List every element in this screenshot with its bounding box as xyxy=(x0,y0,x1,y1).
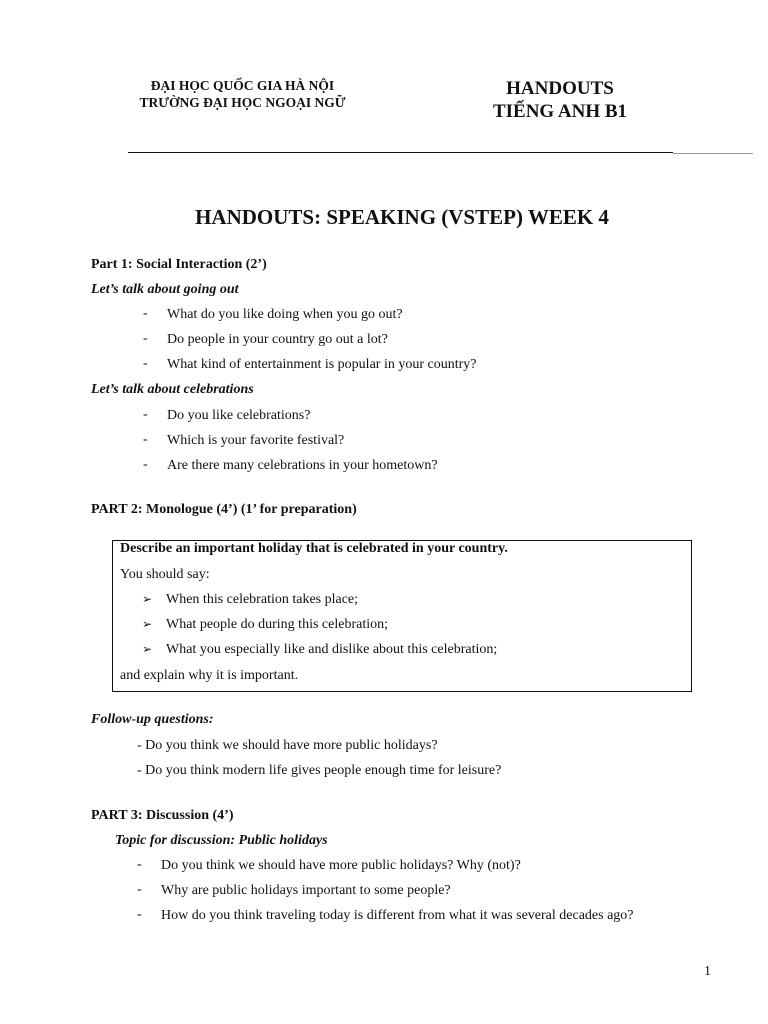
course-level: TIẾNG ANH B1 xyxy=(492,101,628,122)
cue-card-closing: and explain why it is important. xyxy=(120,668,299,683)
bullet-dash: - xyxy=(137,882,142,897)
part1-topic2-title: Let’s talk about celebrations xyxy=(91,382,254,397)
doc-type: HANDOUTS xyxy=(506,78,614,99)
part1-topic1-title: Let’s talk about going out xyxy=(91,282,239,297)
part1-topic1-question: What kind of entertainment is popular in your country? xyxy=(167,357,477,372)
cue-card-point: What you especially like and dislike about this celebration; xyxy=(166,642,498,657)
part3-question: Why are public holidays important to some people? xyxy=(161,883,451,898)
part3-question: How do you think traveling today is different from what it was several decades ago? xyxy=(161,908,634,923)
part1-topic2-question: Which is your favorite festival? xyxy=(167,433,345,448)
header-divider xyxy=(128,152,673,153)
bullet-dash: - xyxy=(137,857,142,872)
part2-heading: PART 2: Monologue (4’) (1’ for preparation) xyxy=(91,502,357,517)
arrow-bullet-icon: ➢ xyxy=(142,592,153,606)
arrow-bullet-icon: ➢ xyxy=(142,642,153,656)
bullet-dash: - xyxy=(143,457,148,472)
header-divider-extension xyxy=(673,153,753,154)
bullet-dash: - xyxy=(143,432,148,447)
part1-heading: Part 1: Social Interaction (2’) xyxy=(91,257,267,272)
part1-topic2-question: Do you like celebrations? xyxy=(167,408,311,423)
followup-question: - Do you think modern life gives people enough time for leisure? xyxy=(137,763,502,778)
part3-question: Do you think we should have more public holidays? Why (not)? xyxy=(161,858,521,873)
bullet-dash: - xyxy=(143,306,148,321)
bullet-dash: - xyxy=(143,356,148,371)
cue-card-point: What people do during this celebration; xyxy=(166,617,388,632)
arrow-bullet-icon: ➢ xyxy=(142,617,153,631)
part1-topic1-question: Do people in your country go out a lot? xyxy=(167,332,388,347)
university-name: ĐẠI HỌC QUỐC GIA HÀ NỘI xyxy=(150,78,335,93)
bullet-dash: - xyxy=(143,407,148,422)
page-title: HANDOUTS: SPEAKING (VSTEP) WEEK 4 xyxy=(195,205,609,229)
part1-topic1-question: What do you like doing when you go out? xyxy=(167,307,403,322)
institution-header xyxy=(110,77,375,111)
followup-question: - Do you think we should have more public holidays? xyxy=(137,738,438,753)
page-number: 1 xyxy=(704,964,711,979)
part3-topic: Topic for discussion: Public holidays xyxy=(115,833,328,848)
doc-type-header xyxy=(470,77,650,123)
cue-card-intro: You should say: xyxy=(120,567,210,582)
cue-card-point: When this celebration takes place; xyxy=(166,592,359,607)
cue-card-prompt: Describe an important holiday that is celebrated in your country. xyxy=(120,541,508,556)
bullet-dash: - xyxy=(143,331,148,346)
followup-heading: Follow-up questions: xyxy=(91,712,214,727)
school-name: TRƯỜNG ĐẠI HỌC NGOẠI NGỮ xyxy=(139,95,346,110)
part1-topic2-question: Are there many celebrations in your hometown? xyxy=(167,458,438,473)
bullet-dash: - xyxy=(137,907,142,922)
part3-heading: PART 3: Discussion (4’) xyxy=(91,808,234,823)
